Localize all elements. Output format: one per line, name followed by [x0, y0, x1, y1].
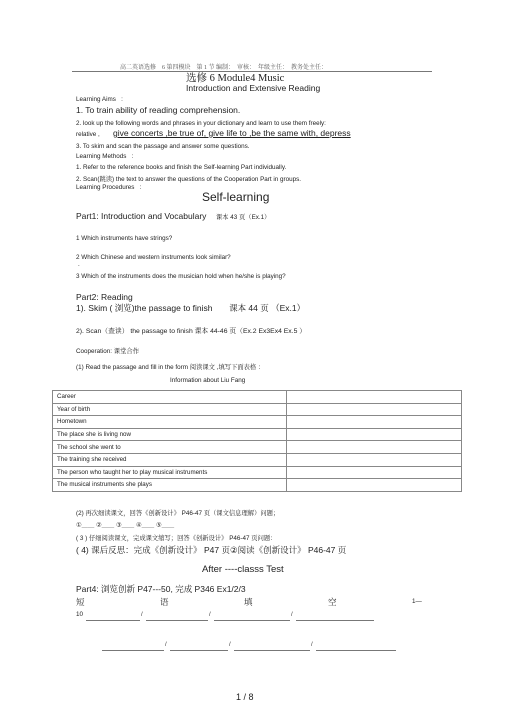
page-title: 选修 6 Module4 Music: [186, 73, 285, 84]
aims-item-3: 3. To skim and scan the passage and answer some questions.: [76, 143, 250, 150]
part4-range-start: 1—: [412, 598, 422, 605]
table-row: [53, 441, 462, 454]
table-row-answer-cell[interactable]: [287, 466, 462, 479]
after-class-heading: After ----classs Test: [202, 564, 284, 575]
part1-question-1: 1 Which instruments have strings?: [76, 235, 173, 242]
cooperation-task-2: (2) 再次细读课文，回答《创新设计》 P46-47 页（课文信息理解）问题；: [76, 510, 280, 517]
blank-separator: /: [165, 642, 167, 648]
table-row: [53, 453, 462, 466]
cooperation-task-1: (1) Read the passage and fill in the form 阅读课文 ,填写下面表格 ：: [76, 364, 265, 371]
part1-title: Part1: Introduction and Vocabulary 课本 43 页（Ex.1）: [76, 211, 271, 221]
answer-blank[interactable]: [296, 620, 374, 621]
table-row-label: The place she is living now: [53, 428, 287, 441]
part1-question-3: 3 Which of the instruments does the musician hold when he/she is playing?: [76, 273, 286, 280]
table-row-answer-cell[interactable]: [287, 391, 462, 404]
table-row-label: The person who taught her to play musical instruments: [53, 466, 287, 479]
cooperation-task-3: ( 3 ) 仔细阅读课文，完成课文缩写；回答《创新设计》 P46-47 页问题：: [76, 535, 277, 542]
cooperation-task-4: ( 4) 课后反思：完成《创新设计》 P47 页②阅读《创新设计》 P46-47 页: [76, 545, 347, 555]
methods-item-1: 1. Refer to the reference books and finish the Self-learning Part individually.: [76, 164, 287, 171]
table-row-answer-cell[interactable]: [287, 441, 462, 454]
blank-separator: /: [291, 612, 293, 618]
table-row-answer-cell[interactable]: [287, 453, 462, 466]
table-row-label: The school she went to: [53, 441, 287, 454]
aims-heading: Learning Aims :: [76, 96, 123, 103]
blank-separator: /: [209, 612, 211, 618]
answer-blank[interactable]: [86, 620, 140, 621]
part2-skim: 1). Skim ( 浏览)the passage to finish 课本 44 页 （Ex.1）: [76, 303, 306, 313]
part4-char-2: 语: [160, 597, 169, 607]
page-number: 1 / 8: [236, 692, 254, 702]
table-row: [53, 466, 462, 479]
table-row-answer-cell[interactable]: [287, 403, 462, 416]
blank-separator: /: [141, 612, 143, 618]
table-row: [53, 479, 462, 492]
part2-scan: 2). Scan（查读） the passage to finish 课本 44-46 页（Ex.2 Ex3Ex4 Ex.5 ）: [76, 328, 307, 335]
answer-blank[interactable]: [170, 650, 228, 651]
part4-title: Part4: 浏览创新 P47---50, 完成 P346 Ex1/2/3: [76, 584, 246, 594]
part4-char-1: 短: [76, 597, 85, 607]
header-line: 高二英语选修 6 第四模块 第 1 节 编制： 审核： 年级主任： 教务处主任：: [120, 65, 328, 71]
part1-question-2: 2 Which Chinese and western instruments look similar?: [76, 254, 231, 261]
blank-separator: /: [311, 642, 313, 648]
table-row-label: Career: [53, 391, 287, 404]
answer-blank[interactable]: [214, 620, 290, 621]
table-row: [53, 416, 462, 429]
table-row-answer-cell[interactable]: [287, 428, 462, 441]
part4-char-3: 填: [244, 597, 253, 607]
answer-blank[interactable]: [146, 620, 208, 621]
table-row-answer-cell[interactable]: [287, 416, 462, 429]
blank-separator: /: [229, 642, 231, 648]
table-row-label: Hometown: [53, 416, 287, 429]
answer-blank[interactable]: [102, 650, 164, 651]
table-row-answer-cell[interactable]: [287, 479, 462, 492]
table-row: [53, 391, 462, 404]
answer-blank[interactable]: [316, 650, 396, 651]
aims-item-2: 2. look up the following words and phrases in your dictionary and learn to use them freely:: [76, 120, 326, 127]
page-subtitle: Introduction and Extensive Reading: [186, 83, 321, 93]
part2-title: Part2: Reading: [76, 292, 133, 302]
procedures-heading: Learning Procedures :: [76, 184, 142, 191]
cooperation-heading: Cooperation: 课堂合作: [76, 348, 139, 355]
table-row-label: Year of birth: [53, 403, 287, 416]
part4-char-4: 空: [328, 597, 337, 607]
self-learning-heading: Self-learning: [202, 190, 270, 204]
answer-blank[interactable]: [234, 650, 310, 651]
aims-item-1: 1. To train ability of reading comprehension.: [76, 105, 241, 115]
aims-item-2-prefix: relative ,: [76, 131, 100, 138]
info-table: [52, 390, 462, 492]
methods-item-2: 2. Scan(跳读) the text to answer the questions of the Cooperation Part in groups.: [76, 176, 302, 183]
table-row-label: The training she received: [53, 453, 287, 466]
table-title: Information about Liu Fang: [170, 377, 246, 384]
table-row: [53, 428, 462, 441]
table-row-label: The musical instruments she plays: [53, 479, 287, 492]
part4-range-end: 10: [76, 611, 84, 618]
table-row: [53, 403, 462, 416]
aims-item-2-phrases: give concerts ,be true of, give life to ,be the same with, depress: [113, 128, 351, 138]
part1-dot: .: [78, 261, 80, 268]
cooperation-task-2-blanks: ①＿＿ ②＿＿ ③＿＿ ④＿＿ ⑤＿＿: [76, 522, 175, 529]
methods-heading: Learning Methods :: [76, 153, 134, 160]
